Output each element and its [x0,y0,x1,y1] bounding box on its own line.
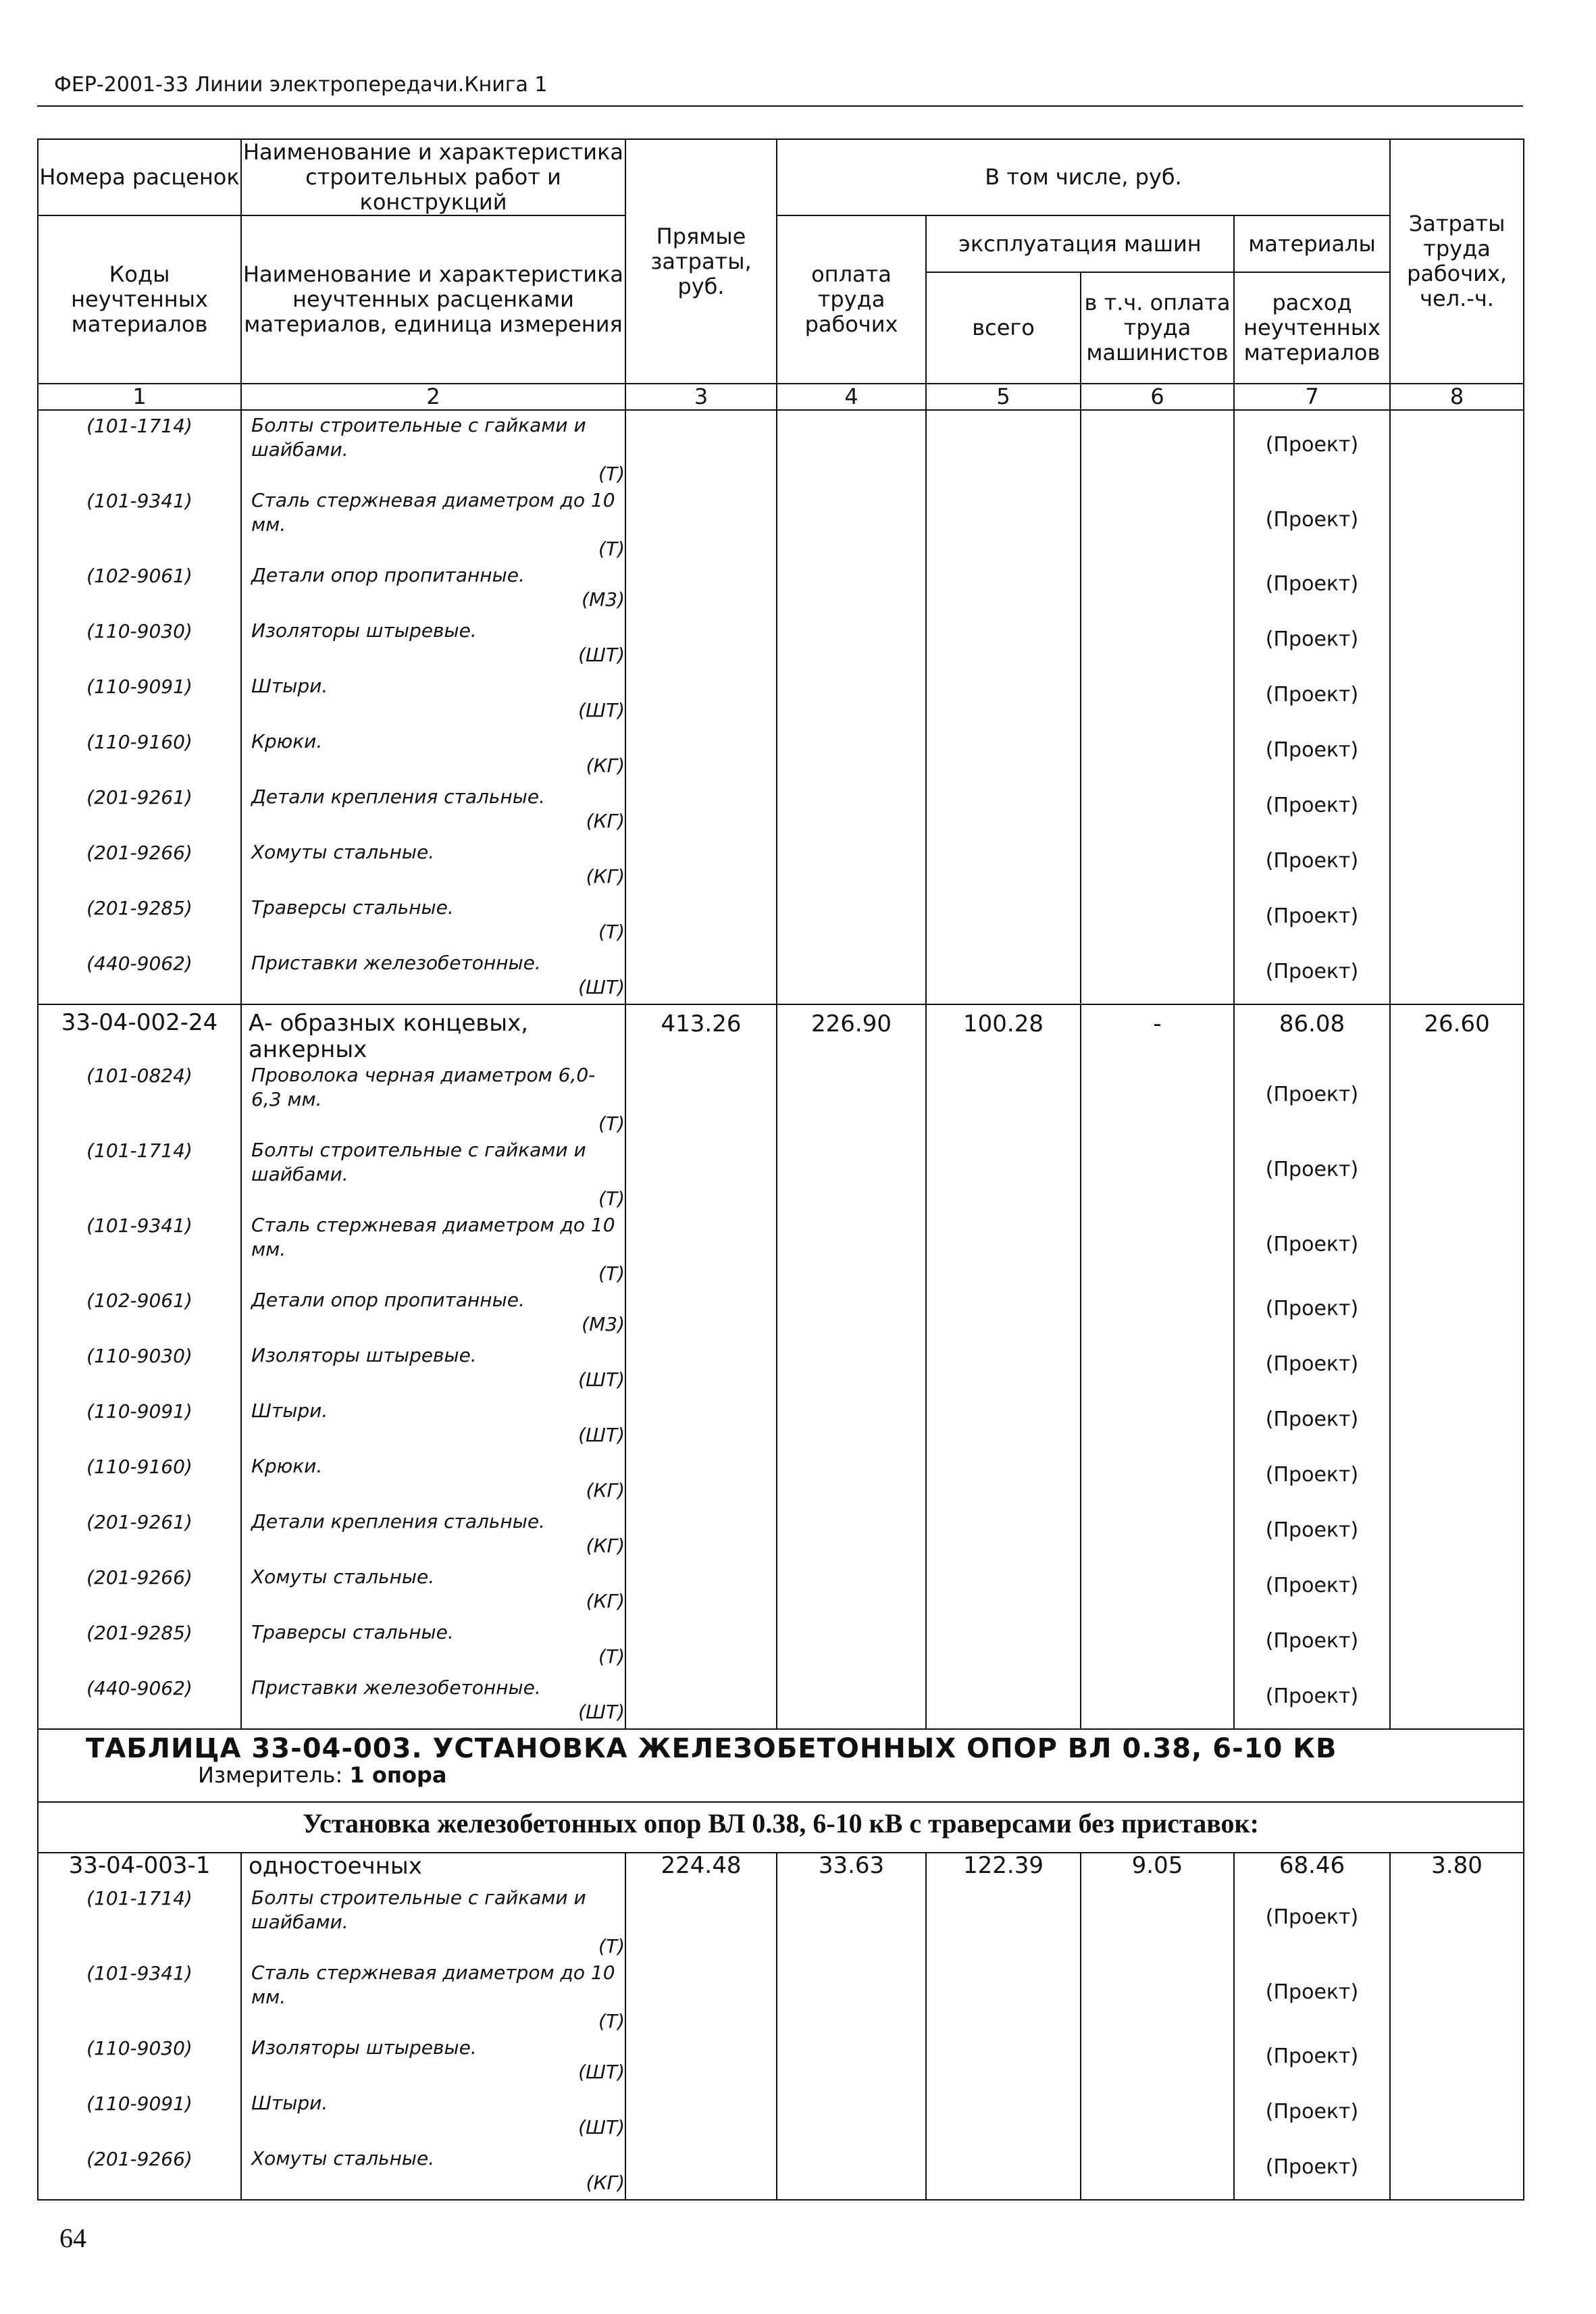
block1-codes [38,410,241,1004]
block2-machinists-cell [1081,1004,1234,1729]
col2-bottom-header: Наименование и характеристика неучтенных расценками материалов, единица измерения [241,215,625,384]
project-note: (Проект) [1265,1905,1359,1929]
block1-direct-costs [625,410,777,1004]
material-code: (102-9061) [86,565,192,587]
material-unit: (ШТ) [578,644,625,666]
materials-cost: 68.46 [1279,1852,1345,1879]
col6-header: в т.ч. оплата труда машинистов [1081,272,1234,384]
material-unit: (ШТ) [578,1701,625,1723]
project-note: (Проект) [1265,1352,1359,1376]
material-code: (101-1714) [86,1139,192,1162]
material-name: Детали крепления стальные. [251,1510,545,1533]
page-header: ФЕР-2001-33 Линии электропередачи.Книга 1 [54,73,548,97]
rate-code: 33-04-003-1 [68,1852,211,1879]
material-name: Болты строительные с гайками и шайбами. [251,1139,586,1185]
material-code: (110-9030) [86,2037,192,2059]
material-code: (101-1714) [86,1887,192,1909]
material-code: (440-9062) [86,952,192,975]
machines-total: 100.28 [963,1010,1044,1037]
col-number: 6 [1081,384,1234,410]
material-unit: (ШТ) [578,976,625,998]
material-name: Изоляторы штыревые. [251,619,477,642]
block3-direct-cell [625,1853,777,2200]
labor-hours: 3.80 [1431,1852,1483,1879]
material-code: (101-9341) [86,1214,192,1237]
material-code: (110-9091) [86,675,192,698]
machinists-wages: 9.05 [1131,1852,1183,1879]
col8-header: Затраты труда рабочих, чел.-ч. [1390,139,1524,384]
material-name: Приставки железобетонные. [251,1676,541,1699]
material-name: Болты строительные с гайками и шайбами. [251,1886,586,1933]
project-note: (Проект) [1265,627,1359,651]
material-code: (102-9061) [86,1289,192,1312]
rates-table-frame [37,138,1523,2194]
block3-names [241,1853,625,2200]
col7-header: расход неучтенных материалов [1234,272,1390,384]
subsection-heading [38,1802,1524,1853]
block3-notes [1234,1853,1390,2200]
material-name: Крюки. [251,1455,323,1477]
material-unit: (М3) [582,1313,625,1335]
material-name: Детали крепления стальные. [251,786,545,808]
block2-labor-cell [777,1004,926,1729]
material-unit: (Т) [598,1187,625,1210]
material-code: (110-9160) [86,1456,192,1478]
block3-machines-cell [926,1853,1081,2200]
col1-bottom-header: Коды неучтенных материалов [38,215,241,384]
material-code: (101-9341) [86,1962,192,1984]
rates-table [37,138,1524,2201]
project-note: (Проект) [1265,849,1359,873]
material-code: (201-9261) [86,1511,192,1533]
project-note: (Проект) [1265,683,1359,706]
material-code: (110-9160) [86,731,192,753]
machines-header: эксплуатация машин [926,215,1234,272]
material-name: Хомуты стальные. [251,2147,435,2169]
material-name: Штыри. [251,1399,328,1422]
material-unit: (ШТ) [578,1424,625,1446]
col-number: 3 [625,384,777,410]
project-note: (Проект) [1265,904,1359,928]
project-note: (Проект) [1265,1233,1359,1256]
materials-header: материалы [1234,215,1390,272]
material-code: (101-9341) [86,490,192,512]
material-code: (201-9266) [86,2148,192,2170]
material-code: (101-0824) [86,1064,192,1087]
col-number: 5 [926,384,1081,410]
page-number: 64 [59,2223,86,2253]
col-number: 4 [777,384,926,410]
material-unit: (КГ) [586,1479,625,1501]
project-note: (Проект) [1265,1463,1359,1487]
material-name: Приставки железобетонные. [251,952,541,974]
block1-labor [777,410,926,1004]
col4-header: оплата труда рабочих [777,215,926,384]
block3-labor-cell [777,1853,926,2200]
project-note: (Проект) [1265,1408,1359,1431]
project-note: (Проект) [1265,2100,1359,2124]
project-note: (Проект) [1265,2155,1359,2179]
col3-header: Прямые затраты, руб. [625,139,777,384]
material-name: Сталь стержневая диаметром до 10 мм. [251,489,615,536]
material-unit: (Т) [598,463,625,485]
material-unit: (Т) [598,1645,625,1668]
header-rule [37,105,1523,107]
section-title: ТАБЛИЦА 33-04-003. УСТАНОВКА ЖЕЛЕЗОБЕТОННЫХ ОПОР ВЛ 0.38, 6-10 КВ [86,1733,1337,1764]
material-unit: (КГ) [586,810,625,832]
project-note: (Проект) [1265,508,1359,532]
block2-names [241,1004,625,1729]
col5-header: всего [926,272,1081,384]
labor-hours: 26.60 [1424,1010,1490,1037]
project-note: (Проект) [1265,1297,1359,1320]
material-code: (201-9285) [86,897,192,919]
col-number: 1 [38,384,241,410]
project-note: (Проект) [1265,1629,1359,1653]
material-unit: (М3) [582,588,625,611]
material-name: Болты строительные с гайками и шайбами. [251,414,586,461]
project-note: (Проект) [1265,2045,1359,2068]
rate-name: А- образных концевых, анкерных [249,1010,529,1063]
block3-codes [38,1853,241,2200]
project-note: (Проект) [1265,1158,1359,1181]
material-name: Изоляторы штыревые. [251,1344,477,1366]
col-number: 2 [241,384,625,410]
project-note: (Проект) [1265,1083,1359,1106]
block1-notes [1234,410,1390,1004]
group-header: В том числе, руб. [777,139,1390,215]
rate-code: 33-04-002-24 [61,1009,218,1036]
project-note: (Проект) [1265,794,1359,817]
material-unit: (КГ) [586,2171,625,2194]
material-unit: (КГ) [586,1590,625,1612]
material-unit: (Т) [598,921,625,943]
material-name: Сталь стержневая диаметром до 10 мм. [251,1214,615,1260]
block2-machines-cell [926,1004,1081,1729]
material-name: Штыри. [251,2092,328,2114]
material-unit: (Т) [598,1112,625,1135]
material-name: Крюки. [251,730,323,752]
direct-costs: 413.26 [661,1010,742,1037]
material-code: (201-9266) [86,842,192,864]
labor-wages: 33.63 [818,1852,885,1879]
project-note: (Проект) [1265,433,1359,457]
project-note: (Проект) [1265,572,1359,596]
machinists-wages: - [1153,1010,1162,1037]
meter-line [38,1762,1523,1792]
material-name: Хомуты стальные. [251,1566,435,1588]
direct-costs: 224.48 [661,1852,742,1879]
material-code: (110-9091) [86,2092,192,2115]
material-unit: (Т) [598,2010,625,2032]
rate-name: одностоечных [249,1853,422,1880]
material-unit: (ШТ) [578,2116,625,2138]
block1-machinists [1081,410,1234,1004]
meter-label: Измеритель: [198,1762,343,1788]
meter-value: 1 опора [349,1762,447,1788]
material-code: (110-9091) [86,1400,192,1422]
subsection-title: Установка железобетонных опор ВЛ 0.38, 6-10 кВ с траверсами без приставок: [303,1808,1259,1839]
col-number: 8 [1390,384,1524,410]
block1-hours [1390,410,1524,1004]
material-name: Сталь стержневая диаметром до 10 мм. [251,1961,615,2008]
section-heading [38,1729,1524,1802]
block2-hours-cell [1390,1004,1524,1729]
material-name: Хомуты стальные. [251,841,435,863]
material-unit: (ШТ) [578,699,625,721]
materials-cost: 86.08 [1279,1010,1345,1037]
material-name: Проволока черная диаметром 6,0-6,3 мм. [251,1064,596,1110]
material-unit: (КГ) [586,1535,625,1557]
material-unit: (КГ) [586,865,625,888]
block1-names [241,410,625,1004]
project-note: (Проект) [1265,738,1359,762]
block3-machinists-cell [1081,1853,1234,2200]
col2-top-header: Наименование и характеристика строительных работ и конструкций [241,139,625,215]
project-note: (Проект) [1265,1518,1359,1542]
material-unit: (КГ) [586,754,625,777]
project-note: (Проект) [1265,1685,1359,1708]
block1-machines-total [926,410,1081,1004]
machines-total: 122.39 [963,1852,1044,1879]
material-name: Траверсы стальные. [251,1621,454,1643]
material-code: (110-9030) [86,620,192,642]
material-code: (201-9285) [86,1622,192,1644]
block2-codes [38,1004,241,1729]
col-number: 7 [1234,384,1390,410]
material-unit: (Т) [598,1262,625,1285]
material-code: (201-9266) [86,1566,192,1589]
material-code: (101-1714) [86,415,192,437]
col1-top-header: Номера расценок [38,139,241,215]
material-name: Траверсы стальные. [251,896,454,919]
material-code: (440-9062) [86,1677,192,1699]
project-note: (Проект) [1265,960,1359,983]
material-unit: (ШТ) [578,2061,625,2083]
material-code: (110-9030) [86,1345,192,1367]
labor-wages: 226.90 [811,1010,892,1037]
material-unit: (Т) [598,538,625,560]
material-unit: (ШТ) [578,1368,625,1391]
block2-notes [1234,1004,1390,1729]
block2-direct-cell [625,1004,777,1729]
material-name: Штыри. [251,675,328,697]
block3-hours-cell [1390,1853,1524,2200]
material-code: (201-9261) [86,786,192,808]
material-unit: (Т) [598,1935,625,1957]
material-name: Детали опор пропитанные. [251,564,525,586]
project-note: (Проект) [1265,1980,1359,2004]
project-note: (Проект) [1265,1574,1359,1597]
material-name: Изоляторы штыревые. [251,2036,477,2059]
material-name: Детали опор пропитанные. [251,1289,525,1311]
